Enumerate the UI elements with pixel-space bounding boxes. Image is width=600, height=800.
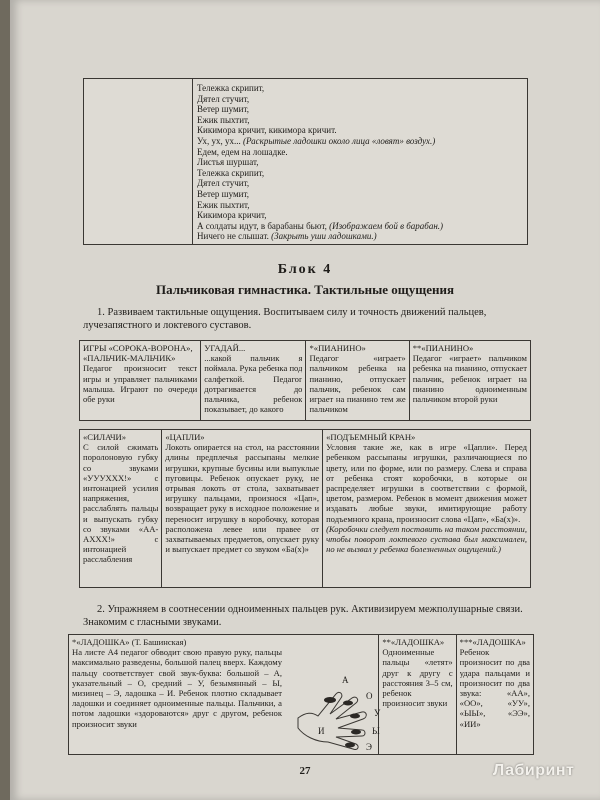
table3-cell-text: На листе А4 педагог обводит свою правую руку, пальцы максимально разведены, большой палец вверх. Каждому пальцу соответствует свой звук-буква: большой – А, указательный – О, средний – У, безымянный – Ы, мизинец – Э, ладошка – И. Ребенок плотно складывает ладошки и соединяет одноименные пальцы. Пальчики, а потом ладошки «здороваются» друг с другом, ребенок произносит звуки bbox=[72, 647, 282, 729]
hand-label-ring: Ы bbox=[372, 726, 380, 736]
rhyme-box bbox=[83, 78, 528, 245]
block-title: Блок 4 bbox=[277, 262, 333, 277]
rhyme-box-divider bbox=[192, 79, 193, 244]
rhyme-line-text: Дятел стучит, bbox=[197, 93, 250, 104]
rhyme-line-note: (Закрыть уши ладошками.) bbox=[271, 231, 377, 242]
table3-cell bbox=[456, 635, 533, 755]
rhyme-line bbox=[197, 104, 521, 115]
hand-label-palm: И bbox=[318, 726, 325, 736]
rhyme-line-text: Тележка скрипит, bbox=[197, 83, 265, 93]
table1-cell bbox=[409, 341, 530, 421]
rhyme-line-text: Дятел стучит, bbox=[197, 178, 250, 189]
table2-cell-title: «ЦАПЛИ» bbox=[165, 432, 205, 442]
table2-cell-note: (Коробочки следует поставить на таком расстоянии, чтобы поворот локтевого сустава был максимален, но не вызвал у ребенка болезненных ощущений.) bbox=[326, 523, 527, 555]
table1-cell-title: ИГРЫ «СОРОКА-ВОРОНА», «ПАЛЬЧИК-МАЛЬЧИК» bbox=[83, 343, 193, 364]
table3-cell-title: ***«ЛАДОШКА» bbox=[459, 637, 526, 647]
block-subtitle: Пальчиковая гимнастика. Тактильные ощущения bbox=[156, 282, 454, 297]
rhyme-line bbox=[197, 147, 521, 158]
table2-cell-title: «СИЛАЧИ» bbox=[83, 432, 127, 442]
rhyme-line bbox=[197, 200, 521, 211]
book-page bbox=[10, 0, 600, 800]
rhyme-line-text: Ежик пыхтит, bbox=[197, 114, 250, 125]
table2-cell bbox=[80, 430, 162, 588]
rhyme-line bbox=[197, 83, 521, 94]
rhyme-line-text: Ветер шумит, bbox=[197, 104, 250, 115]
rhyme-line-text: А солдаты идут, в барабаны бьют, bbox=[197, 220, 330, 231]
table2-cell bbox=[323, 430, 531, 588]
table3-cell-text: Ребенок произносит по два удара пальцами и произносит по два звука: «АА», «ОО», «УУ», «ЫЫ», «ЭЭ», «ИИ» bbox=[459, 647, 530, 729]
rhyme-line bbox=[197, 210, 521, 221]
rhyme-line bbox=[197, 221, 521, 232]
exercise-table-2 bbox=[79, 429, 531, 588]
rhyme-line bbox=[197, 94, 521, 105]
rhyme-line-text: Ничего не слышат. bbox=[197, 231, 272, 242]
table1-cell-text: Педагог «играет» пальчиком ребенка на пианино, отпускает пальчик, ребенок сам играет на пианино тем же пальчиком bbox=[309, 353, 406, 415]
table1-cell-title: **«ПИАНИНО» bbox=[412, 343, 474, 353]
rhyme-line-text: Едем, едем на лошадке. bbox=[197, 146, 288, 157]
table3-cell-title: *«ЛАДОШКА» (Т. Башинская) bbox=[72, 637, 187, 647]
rhyme-line bbox=[197, 178, 521, 189]
table1-cell-text: ...какой пальчик я поймала. Рука ребенка под салфеткой. Педагог дотрагивается до пальчика, ребенок показывает, до какого bbox=[204, 353, 303, 415]
rhyme-line-text: Тележка скрипит, bbox=[197, 167, 265, 178]
hand-label-thumb: А bbox=[342, 675, 349, 685]
hand-label-middle: У bbox=[374, 708, 381, 718]
rhyme-line bbox=[197, 189, 521, 200]
index-mark bbox=[343, 701, 353, 706]
rhyme-line bbox=[197, 157, 521, 168]
table1-cell bbox=[306, 341, 409, 421]
table1-cell-text: Педагог «играет» пальчиком ребенка на пианино, отпускает пальчик, ребенок играет на пианино одноименным пальчиком второй руки bbox=[412, 353, 527, 405]
hand-outline-illustration bbox=[292, 672, 390, 752]
rhyme-line-text: Ух, ух, ух... bbox=[197, 135, 243, 146]
table3-cell-title: **«ЛАДОШКА» bbox=[382, 637, 445, 647]
table2-cell-text: Локоть опирается на стол, на расстоянии длины предплечья рассыпаны мелкие игрушки, крупные бусины или выпуклые пуговицы. Ребенок опускает руку, не отрывая локоть от стола, захватывает игрушку пальцами, произнося «Цап», возвращает руку в исходное положение и переносит игрушку в коробочку, которая расположена левее или правее от захватываемых предметов, опускает руку и выпускает предмет со звуком «Ба(х)» bbox=[165, 442, 320, 555]
ring-mark bbox=[351, 730, 361, 735]
table1-cell-title: *«ПИАНИНО» bbox=[309, 343, 366, 353]
page-number: 27 bbox=[299, 765, 311, 777]
rhyme-line-text: Кикимора кричит, bbox=[197, 210, 267, 221]
middle-mark bbox=[350, 714, 360, 719]
little-mark bbox=[345, 743, 355, 748]
thumb-mark bbox=[324, 697, 336, 703]
table1-cell-title: УГАДАЙ... bbox=[204, 343, 246, 353]
table2-cell-text: С силой сжимать поролоновую губку со звуками «УУУХХХ!» с интонацией усилия напряжения, расслаблять пальцы и выпускать губку со звуками «АА-АХХХ!» с интонацией расслабления bbox=[83, 442, 159, 565]
table2-cell-title: «ПОДЪЕМНЫЙ КРАН» bbox=[326, 432, 416, 442]
rhyme-line-text: Листья шуршат, bbox=[197, 157, 259, 168]
table1-cell bbox=[80, 341, 201, 421]
table2-cell bbox=[162, 430, 323, 588]
rhyme-line-note: (Изображаем бой в барабан.) bbox=[329, 220, 444, 231]
rhyme-line bbox=[197, 136, 521, 147]
paragraph-1: 1. Развиваем тактильные ощущения. Воспитываем силу и точность движений пальцев, лучезапястного и локтевого суставов. bbox=[83, 307, 487, 331]
watermark-logo: Лабиринт bbox=[493, 762, 575, 779]
rhyme-line-note: (Раскрытые ладошки около лица «ловят» воздух.) bbox=[242, 135, 436, 146]
rhyme-line-text: Кикимора кричит, кикимора кричит. bbox=[197, 125, 337, 136]
table3-cell bbox=[379, 635, 456, 755]
table3-cell-text: Одноименные пальцы «летят» друг к другу с расстояния 3–5 см, ребенок произносит звуки bbox=[382, 647, 453, 709]
hand-label-little: Э bbox=[366, 742, 372, 752]
table1-cell bbox=[201, 341, 306, 421]
rhyme-line-text: Ветер шумит, bbox=[197, 188, 250, 199]
rhyme-line-text: Ежик пыхтит, bbox=[197, 199, 250, 210]
rhyme-line bbox=[197, 231, 521, 242]
rhyme-line bbox=[197, 125, 521, 136]
table2-cell-text: Условия такие же, как в игре «Цапли». Перед ребенком рассыпаны игрушки, различающиеся по цвету, или по форме, или по размеру. Слева и справа от ребенка стоят коробочки, в которые он распределяет игрушки в соответствии с формой, цветом, размером. Ребенок в момент движения может издавать любые звуки, имитирующие работу подъемного крана, произносит слова «Цап», «Ба(х)». bbox=[326, 442, 527, 524]
rhyme-line bbox=[197, 115, 521, 126]
paragraph-2: 2. Упражняем в соотнесении одноименных пальцев рук. Активизируем межполушарные связи. Знакомим с гласными звуками. bbox=[83, 604, 523, 628]
exercise-table-1 bbox=[79, 340, 531, 421]
table1-cell-text: Педагог произносит текст игры и управляет пальчиками малыша. Играют по очереди обе руки bbox=[83, 363, 198, 405]
rhyme-lines bbox=[197, 83, 521, 242]
hand-label-index: О bbox=[366, 691, 373, 701]
rhyme-line bbox=[197, 168, 521, 179]
